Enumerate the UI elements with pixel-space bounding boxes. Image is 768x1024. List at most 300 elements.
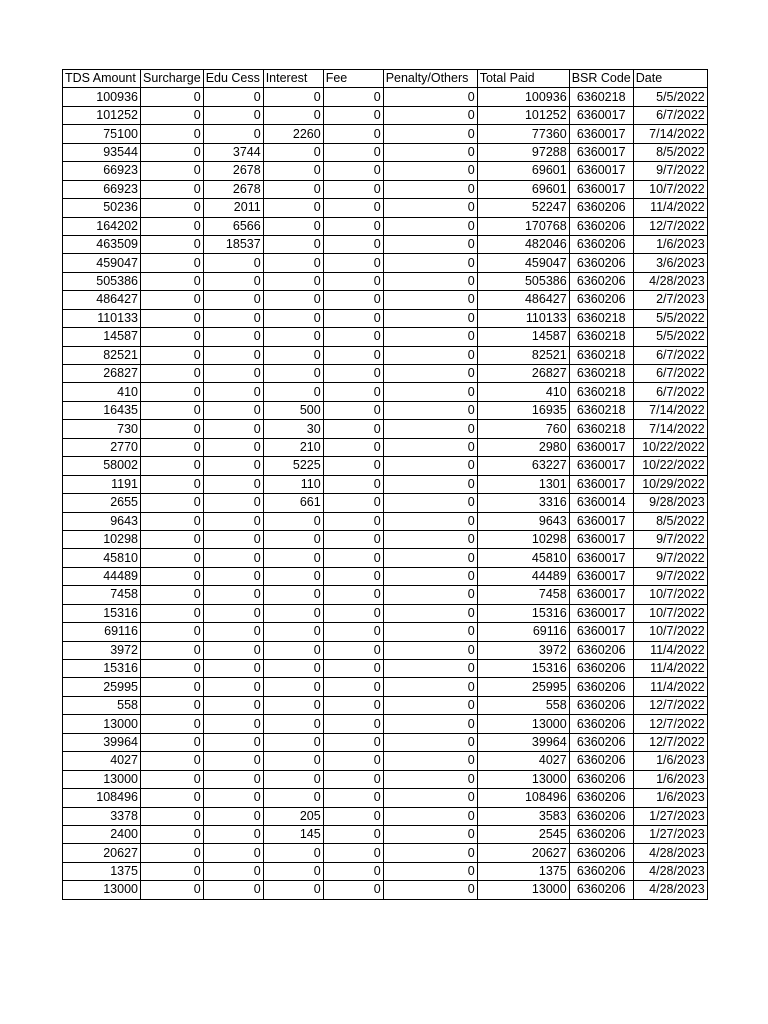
penalty-others-cell: 0 bbox=[383, 475, 477, 493]
penalty-others-cell: 0 bbox=[383, 825, 477, 843]
interest-cell: 0 bbox=[263, 660, 323, 678]
penalty-others-cell: 0 bbox=[383, 530, 477, 548]
date-cell: 5/5/2022 bbox=[633, 328, 707, 346]
total-paid-cell: 13000 bbox=[477, 770, 569, 788]
bsr-code-cell: 6360206 bbox=[569, 696, 633, 714]
total-paid-cell: 63227 bbox=[477, 457, 569, 475]
interest-cell: 0 bbox=[263, 328, 323, 346]
interest-cell: 0 bbox=[263, 309, 323, 327]
total-paid-cell: 77360 bbox=[477, 125, 569, 143]
edu-cess-cell: 0 bbox=[203, 438, 263, 456]
date-cell: 8/5/2022 bbox=[633, 512, 707, 530]
tds-amount-cell: 101252 bbox=[63, 106, 141, 124]
total-paid-cell: 45810 bbox=[477, 549, 569, 567]
edu-cess-cell: 0 bbox=[203, 291, 263, 309]
tds-amount-cell: 2655 bbox=[63, 494, 141, 512]
interest-cell: 0 bbox=[263, 530, 323, 548]
total-paid-cell: 69601 bbox=[477, 180, 569, 198]
edu-cess-cell: 0 bbox=[203, 567, 263, 585]
total-paid-cell: 2545 bbox=[477, 825, 569, 843]
surcharge-cell: 0 bbox=[141, 88, 204, 106]
total-paid-cell: 97288 bbox=[477, 143, 569, 161]
fee-cell: 0 bbox=[323, 475, 383, 493]
surcharge-cell: 0 bbox=[141, 623, 204, 641]
fee-cell: 0 bbox=[323, 106, 383, 124]
date-cell: 9/7/2022 bbox=[633, 162, 707, 180]
edu-cess-cell: 0 bbox=[203, 881, 263, 899]
date-cell: 6/7/2022 bbox=[633, 346, 707, 364]
date-cell: 10/22/2022 bbox=[633, 438, 707, 456]
bsr-code-cell: 6360206 bbox=[569, 199, 633, 217]
tds-amount-cell: 66923 bbox=[63, 180, 141, 198]
total-paid-cell: 2980 bbox=[477, 438, 569, 456]
penalty-others-cell: 0 bbox=[383, 217, 477, 235]
date-cell: 4/28/2023 bbox=[633, 881, 707, 899]
edu-cess-cell: 0 bbox=[203, 420, 263, 438]
date-cell: 10/7/2022 bbox=[633, 180, 707, 198]
interest-cell: 0 bbox=[263, 88, 323, 106]
fee-cell: 0 bbox=[323, 438, 383, 456]
penalty-others-cell: 0 bbox=[383, 733, 477, 751]
penalty-others-cell: 0 bbox=[383, 235, 477, 253]
tds-amount-cell: 1191 bbox=[63, 475, 141, 493]
bsr-code-cell: 6360206 bbox=[569, 678, 633, 696]
header-interest: Interest bbox=[263, 70, 323, 88]
surcharge-cell: 0 bbox=[141, 549, 204, 567]
bsr-code-cell: 6360218 bbox=[569, 346, 633, 364]
interest-cell: 0 bbox=[263, 106, 323, 124]
total-paid-cell: 760 bbox=[477, 420, 569, 438]
total-paid-cell: 39964 bbox=[477, 733, 569, 751]
total-paid-cell: 20627 bbox=[477, 844, 569, 862]
date-cell: 4/28/2023 bbox=[633, 272, 707, 290]
penalty-others-cell: 0 bbox=[383, 752, 477, 770]
surcharge-cell: 0 bbox=[141, 512, 204, 530]
fee-cell: 0 bbox=[323, 217, 383, 235]
fee-cell: 0 bbox=[323, 88, 383, 106]
interest-cell: 5225 bbox=[263, 457, 323, 475]
date-cell: 9/7/2022 bbox=[633, 530, 707, 548]
surcharge-cell: 0 bbox=[141, 401, 204, 419]
table-row bbox=[63, 789, 708, 807]
total-paid-cell: 14587 bbox=[477, 328, 569, 346]
table-row bbox=[63, 291, 708, 309]
edu-cess-cell: 0 bbox=[203, 696, 263, 714]
total-paid-cell: 69116 bbox=[477, 623, 569, 641]
total-paid-cell: 410 bbox=[477, 383, 569, 401]
tds-amount-cell: 20627 bbox=[63, 844, 141, 862]
fee-cell: 0 bbox=[323, 825, 383, 843]
table-row bbox=[63, 604, 708, 622]
bsr-code-cell: 6360206 bbox=[569, 235, 633, 253]
tds-amount-cell: 7458 bbox=[63, 586, 141, 604]
bsr-code-cell: 6360206 bbox=[569, 881, 633, 899]
interest-cell: 0 bbox=[263, 217, 323, 235]
penalty-others-cell: 0 bbox=[383, 106, 477, 124]
table-row bbox=[63, 475, 708, 493]
edu-cess-cell: 0 bbox=[203, 328, 263, 346]
bsr-code-cell: 6360218 bbox=[569, 328, 633, 346]
edu-cess-cell: 0 bbox=[203, 88, 263, 106]
edu-cess-cell: 0 bbox=[203, 457, 263, 475]
total-paid-cell: 3972 bbox=[477, 641, 569, 659]
edu-cess-cell: 0 bbox=[203, 254, 263, 272]
table-row bbox=[63, 623, 708, 641]
bsr-code-cell: 6360206 bbox=[569, 217, 633, 235]
date-cell: 1/6/2023 bbox=[633, 789, 707, 807]
edu-cess-cell: 0 bbox=[203, 715, 263, 733]
edu-cess-cell: 0 bbox=[203, 678, 263, 696]
table-row bbox=[63, 586, 708, 604]
fee-cell: 0 bbox=[323, 512, 383, 530]
edu-cess-cell: 0 bbox=[203, 494, 263, 512]
date-cell: 12/7/2022 bbox=[633, 733, 707, 751]
table-row bbox=[63, 715, 708, 733]
surcharge-cell: 0 bbox=[141, 420, 204, 438]
date-cell: 2/7/2023 bbox=[633, 291, 707, 309]
edu-cess-cell: 0 bbox=[203, 586, 263, 604]
fee-cell: 0 bbox=[323, 383, 383, 401]
edu-cess-cell: 0 bbox=[203, 383, 263, 401]
table-row bbox=[63, 420, 708, 438]
tds-amount-cell: 13000 bbox=[63, 715, 141, 733]
edu-cess-cell: 0 bbox=[203, 660, 263, 678]
date-cell: 6/7/2022 bbox=[633, 106, 707, 124]
surcharge-cell: 0 bbox=[141, 254, 204, 272]
total-paid-cell: 10298 bbox=[477, 530, 569, 548]
tds-amount-cell: 486427 bbox=[63, 291, 141, 309]
bsr-code-cell: 6360218 bbox=[569, 383, 633, 401]
table-row bbox=[63, 660, 708, 678]
penalty-others-cell: 0 bbox=[383, 623, 477, 641]
fee-cell: 0 bbox=[323, 309, 383, 327]
fee-cell: 0 bbox=[323, 346, 383, 364]
surcharge-cell: 0 bbox=[141, 825, 204, 843]
tds-amount-cell: 13000 bbox=[63, 770, 141, 788]
tds-amount-cell: 39964 bbox=[63, 733, 141, 751]
tds-amount-cell: 10298 bbox=[63, 530, 141, 548]
table-row bbox=[63, 457, 708, 475]
fee-cell: 0 bbox=[323, 715, 383, 733]
surcharge-cell: 0 bbox=[141, 346, 204, 364]
fee-cell: 0 bbox=[323, 272, 383, 290]
interest-cell: 0 bbox=[263, 567, 323, 585]
interest-cell: 0 bbox=[263, 291, 323, 309]
edu-cess-cell: 0 bbox=[203, 475, 263, 493]
interest-cell: 205 bbox=[263, 807, 323, 825]
bsr-code-cell: 6360206 bbox=[569, 770, 633, 788]
tds-amount-cell: 69116 bbox=[63, 623, 141, 641]
total-paid-cell: 558 bbox=[477, 696, 569, 714]
tds-amount-cell: 164202 bbox=[63, 217, 141, 235]
date-cell: 7/14/2022 bbox=[633, 125, 707, 143]
total-paid-cell: 69601 bbox=[477, 162, 569, 180]
tds-payment-table bbox=[62, 69, 708, 900]
surcharge-cell: 0 bbox=[141, 475, 204, 493]
total-paid-cell: 101252 bbox=[477, 106, 569, 124]
date-cell: 5/5/2022 bbox=[633, 88, 707, 106]
penalty-others-cell: 0 bbox=[383, 512, 477, 530]
date-cell: 4/28/2023 bbox=[633, 844, 707, 862]
table-row bbox=[63, 162, 708, 180]
edu-cess-cell: 0 bbox=[203, 530, 263, 548]
surcharge-cell: 0 bbox=[141, 770, 204, 788]
total-paid-cell: 16935 bbox=[477, 401, 569, 419]
penalty-others-cell: 0 bbox=[383, 457, 477, 475]
edu-cess-cell: 0 bbox=[203, 365, 263, 383]
fee-cell: 0 bbox=[323, 862, 383, 880]
tds-amount-cell: 2400 bbox=[63, 825, 141, 843]
interest-cell: 0 bbox=[263, 715, 323, 733]
interest-cell: 0 bbox=[263, 143, 323, 161]
tds-amount-cell: 25995 bbox=[63, 678, 141, 696]
date-cell: 10/22/2022 bbox=[633, 457, 707, 475]
bsr-code-cell: 6360206 bbox=[569, 291, 633, 309]
surcharge-cell: 0 bbox=[141, 383, 204, 401]
edu-cess-cell: 18537 bbox=[203, 235, 263, 253]
surcharge-cell: 0 bbox=[141, 641, 204, 659]
table-row bbox=[63, 125, 708, 143]
total-paid-cell: 44489 bbox=[477, 567, 569, 585]
table-row bbox=[63, 217, 708, 235]
fee-cell: 0 bbox=[323, 494, 383, 512]
header-bsr-code: BSR Code bbox=[569, 70, 633, 88]
penalty-others-cell: 0 bbox=[383, 180, 477, 198]
interest-cell: 110 bbox=[263, 475, 323, 493]
bsr-code-cell: 6360206 bbox=[569, 660, 633, 678]
surcharge-cell: 0 bbox=[141, 586, 204, 604]
header-total-paid: Total Paid bbox=[477, 70, 569, 88]
penalty-others-cell: 0 bbox=[383, 143, 477, 161]
bsr-code-cell: 6360017 bbox=[569, 457, 633, 475]
tds-amount-cell: 108496 bbox=[63, 789, 141, 807]
surcharge-cell: 0 bbox=[141, 678, 204, 696]
table-row bbox=[63, 106, 708, 124]
tds-amount-cell: 14587 bbox=[63, 328, 141, 346]
total-paid-cell: 170768 bbox=[477, 217, 569, 235]
tds-amount-cell: 15316 bbox=[63, 660, 141, 678]
surcharge-cell: 0 bbox=[141, 272, 204, 290]
table-row bbox=[63, 549, 708, 567]
interest-cell: 0 bbox=[263, 881, 323, 899]
penalty-others-cell: 0 bbox=[383, 844, 477, 862]
interest-cell: 0 bbox=[263, 770, 323, 788]
bsr-code-cell: 6360017 bbox=[569, 180, 633, 198]
fee-cell: 0 bbox=[323, 770, 383, 788]
date-cell: 10/7/2022 bbox=[633, 604, 707, 622]
tds-amount-cell: 66923 bbox=[63, 162, 141, 180]
edu-cess-cell: 0 bbox=[203, 789, 263, 807]
header-surcharge: Surcharge bbox=[141, 70, 204, 88]
table-row bbox=[63, 180, 708, 198]
bsr-code-cell: 6360017 bbox=[569, 567, 633, 585]
surcharge-cell: 0 bbox=[141, 696, 204, 714]
interest-cell: 0 bbox=[263, 696, 323, 714]
table-row bbox=[63, 328, 708, 346]
total-paid-cell: 482046 bbox=[477, 235, 569, 253]
header-row bbox=[63, 70, 708, 88]
surcharge-cell: 0 bbox=[141, 199, 204, 217]
fee-cell: 0 bbox=[323, 696, 383, 714]
table-row bbox=[63, 272, 708, 290]
penalty-others-cell: 0 bbox=[383, 199, 477, 217]
bsr-code-cell: 6360206 bbox=[569, 733, 633, 751]
interest-cell: 145 bbox=[263, 825, 323, 843]
penalty-others-cell: 0 bbox=[383, 641, 477, 659]
fee-cell: 0 bbox=[323, 420, 383, 438]
bsr-code-cell: 6360218 bbox=[569, 309, 633, 327]
total-paid-cell: 9643 bbox=[477, 512, 569, 530]
edu-cess-cell: 0 bbox=[203, 125, 263, 143]
table-row bbox=[63, 383, 708, 401]
penalty-others-cell: 0 bbox=[383, 272, 477, 290]
edu-cess-cell: 6566 bbox=[203, 217, 263, 235]
interest-cell: 0 bbox=[263, 383, 323, 401]
fee-cell: 0 bbox=[323, 678, 383, 696]
interest-cell: 0 bbox=[263, 678, 323, 696]
fee-cell: 0 bbox=[323, 789, 383, 807]
surcharge-cell: 0 bbox=[141, 789, 204, 807]
tds-amount-cell: 26827 bbox=[63, 365, 141, 383]
bsr-code-cell: 6360206 bbox=[569, 844, 633, 862]
total-paid-cell: 13000 bbox=[477, 715, 569, 733]
interest-cell: 0 bbox=[263, 586, 323, 604]
date-cell: 11/4/2022 bbox=[633, 678, 707, 696]
surcharge-cell: 0 bbox=[141, 862, 204, 880]
edu-cess-cell: 2678 bbox=[203, 162, 263, 180]
interest-cell: 0 bbox=[263, 365, 323, 383]
date-cell: 12/7/2022 bbox=[633, 715, 707, 733]
total-paid-cell: 15316 bbox=[477, 660, 569, 678]
bsr-code-cell: 6360206 bbox=[569, 807, 633, 825]
table-row bbox=[63, 438, 708, 456]
bsr-code-cell: 6360017 bbox=[569, 162, 633, 180]
date-cell: 12/7/2022 bbox=[633, 696, 707, 714]
fee-cell: 0 bbox=[323, 641, 383, 659]
total-paid-cell: 3316 bbox=[477, 494, 569, 512]
penalty-others-cell: 0 bbox=[383, 401, 477, 419]
surcharge-cell: 0 bbox=[141, 106, 204, 124]
table-row bbox=[63, 752, 708, 770]
penalty-others-cell: 0 bbox=[383, 770, 477, 788]
surcharge-cell: 0 bbox=[141, 143, 204, 161]
date-cell: 7/14/2022 bbox=[633, 420, 707, 438]
tds-amount-cell: 100936 bbox=[63, 88, 141, 106]
edu-cess-cell: 0 bbox=[203, 641, 263, 659]
fee-cell: 0 bbox=[323, 328, 383, 346]
surcharge-cell: 0 bbox=[141, 291, 204, 309]
total-paid-cell: 486427 bbox=[477, 291, 569, 309]
surcharge-cell: 0 bbox=[141, 807, 204, 825]
date-cell: 11/4/2022 bbox=[633, 641, 707, 659]
edu-cess-cell: 0 bbox=[203, 752, 263, 770]
bsr-code-cell: 6360017 bbox=[569, 549, 633, 567]
table-row bbox=[63, 696, 708, 714]
tds-amount-cell: 15316 bbox=[63, 604, 141, 622]
penalty-others-cell: 0 bbox=[383, 254, 477, 272]
table-row bbox=[63, 530, 708, 548]
interest-cell: 0 bbox=[263, 180, 323, 198]
surcharge-cell: 0 bbox=[141, 125, 204, 143]
edu-cess-cell: 0 bbox=[203, 862, 263, 880]
table-row bbox=[63, 309, 708, 327]
surcharge-cell: 0 bbox=[141, 733, 204, 751]
interest-cell: 0 bbox=[263, 235, 323, 253]
tds-amount-cell: 13000 bbox=[63, 881, 141, 899]
total-paid-cell: 25995 bbox=[477, 678, 569, 696]
edu-cess-cell: 2011 bbox=[203, 199, 263, 217]
fee-cell: 0 bbox=[323, 530, 383, 548]
interest-cell: 0 bbox=[263, 512, 323, 530]
date-cell: 9/7/2022 bbox=[633, 549, 707, 567]
penalty-others-cell: 0 bbox=[383, 567, 477, 585]
edu-cess-cell: 0 bbox=[203, 844, 263, 862]
edu-cess-cell: 0 bbox=[203, 512, 263, 530]
fee-cell: 0 bbox=[323, 623, 383, 641]
tds-amount-cell: 505386 bbox=[63, 272, 141, 290]
surcharge-cell: 0 bbox=[141, 530, 204, 548]
bsr-code-cell: 6360206 bbox=[569, 715, 633, 733]
edu-cess-cell: 0 bbox=[203, 770, 263, 788]
header-penalty-others: Penalty/Others bbox=[383, 70, 477, 88]
penalty-others-cell: 0 bbox=[383, 586, 477, 604]
header-edu-cess: Edu Cess bbox=[203, 70, 263, 88]
penalty-others-cell: 0 bbox=[383, 365, 477, 383]
date-cell: 11/4/2022 bbox=[633, 199, 707, 217]
total-paid-cell: 505386 bbox=[477, 272, 569, 290]
table-row bbox=[63, 494, 708, 512]
bsr-code-cell: 6360017 bbox=[569, 438, 633, 456]
date-cell: 9/7/2022 bbox=[633, 567, 707, 585]
interest-cell: 0 bbox=[263, 862, 323, 880]
surcharge-cell: 0 bbox=[141, 715, 204, 733]
surcharge-cell: 0 bbox=[141, 309, 204, 327]
surcharge-cell: 0 bbox=[141, 881, 204, 899]
table-row bbox=[63, 235, 708, 253]
bsr-code-cell: 6360206 bbox=[569, 272, 633, 290]
fee-cell: 0 bbox=[323, 807, 383, 825]
total-paid-cell: 82521 bbox=[477, 346, 569, 364]
surcharge-cell: 0 bbox=[141, 457, 204, 475]
table-row bbox=[63, 807, 708, 825]
table-row bbox=[63, 143, 708, 161]
edu-cess-cell: 0 bbox=[203, 733, 263, 751]
penalty-others-cell: 0 bbox=[383, 715, 477, 733]
surcharge-cell: 0 bbox=[141, 494, 204, 512]
tds-amount-cell: 75100 bbox=[63, 125, 141, 143]
penalty-others-cell: 0 bbox=[383, 125, 477, 143]
penalty-others-cell: 0 bbox=[383, 660, 477, 678]
penalty-others-cell: 0 bbox=[383, 88, 477, 106]
penalty-others-cell: 0 bbox=[383, 309, 477, 327]
penalty-others-cell: 0 bbox=[383, 549, 477, 567]
surcharge-cell: 0 bbox=[141, 752, 204, 770]
total-paid-cell: 108496 bbox=[477, 789, 569, 807]
surcharge-cell: 0 bbox=[141, 217, 204, 235]
date-cell: 4/28/2023 bbox=[633, 862, 707, 880]
total-paid-cell: 13000 bbox=[477, 881, 569, 899]
edu-cess-cell: 0 bbox=[203, 272, 263, 290]
table-row bbox=[63, 512, 708, 530]
date-cell: 1/6/2023 bbox=[633, 752, 707, 770]
total-paid-cell: 3583 bbox=[477, 807, 569, 825]
date-cell: 5/5/2022 bbox=[633, 309, 707, 327]
surcharge-cell: 0 bbox=[141, 180, 204, 198]
tds-amount-cell: 9643 bbox=[63, 512, 141, 530]
date-cell: 8/5/2022 bbox=[633, 143, 707, 161]
fee-cell: 0 bbox=[323, 401, 383, 419]
bsr-code-cell: 6360206 bbox=[569, 789, 633, 807]
